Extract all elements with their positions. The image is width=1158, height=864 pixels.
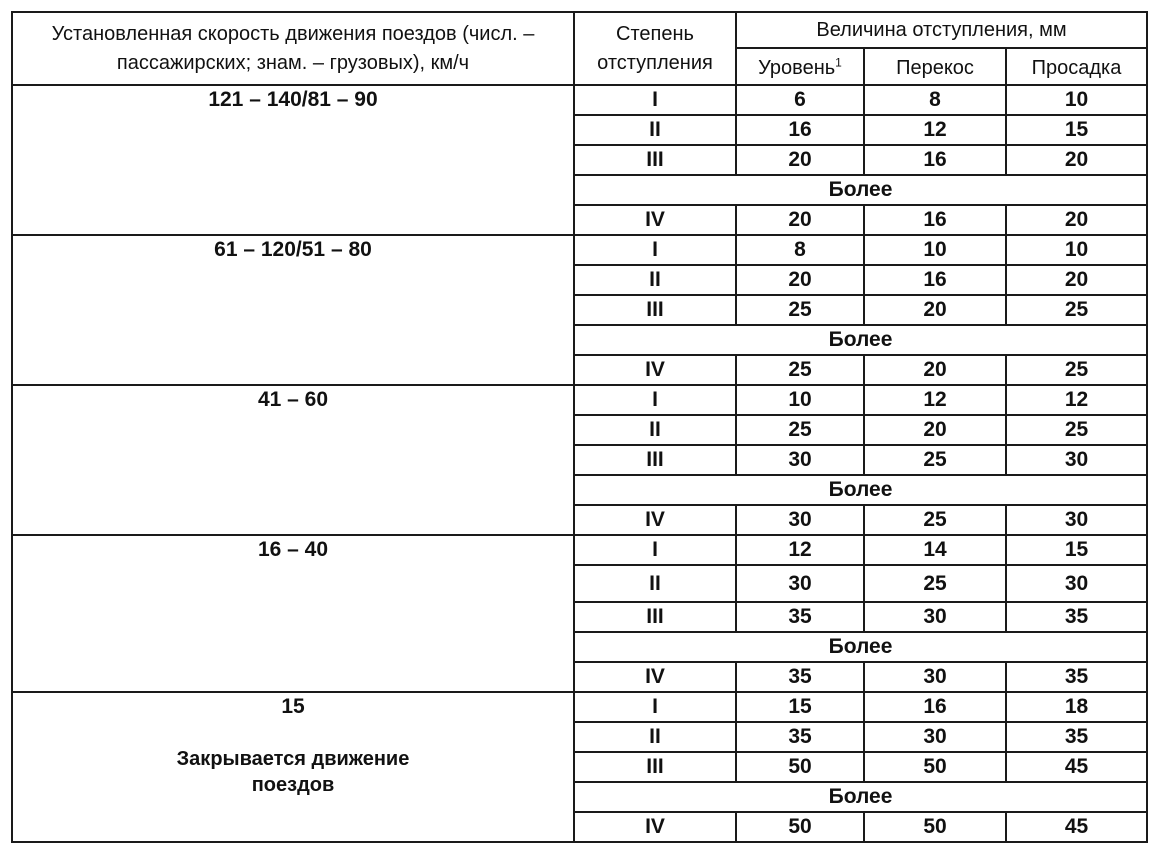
skew-cell: 25: [864, 505, 1006, 535]
speed-value: 16 – 40: [257, 538, 329, 561]
sag-cell: 35: [1006, 662, 1147, 692]
speed-note-line: поездов: [251, 774, 335, 797]
header-degree-line-2: отступления: [597, 51, 713, 74]
degree-cell: IV: [574, 812, 736, 842]
header-speed-line-2: пассажирских; знам. – грузовых), км/ч: [116, 51, 470, 74]
level-cell: 50: [736, 752, 864, 782]
degree-cell: I: [574, 535, 736, 565]
header-degree-line-1: Степень: [616, 23, 694, 46]
skew-cell: 30: [864, 602, 1006, 632]
speed-cell: [12, 692, 574, 842]
level-cell: 6: [736, 85, 864, 115]
level-cell: 15: [736, 692, 864, 722]
header-speed: [12, 12, 574, 85]
skew-cell: 16: [864, 205, 1006, 235]
skew-cell: 50: [864, 812, 1006, 842]
sag-cell: 45: [1006, 752, 1147, 782]
degree-cell: II: [574, 415, 736, 445]
skew-cell: 10: [864, 235, 1006, 265]
speed-value: 15: [281, 695, 305, 718]
degree-cell: III: [574, 752, 736, 782]
skew-cell: 8: [864, 85, 1006, 115]
speed-cell: [12, 235, 574, 385]
sag-cell: 25: [1006, 295, 1147, 325]
degree-cell: I: [574, 692, 736, 722]
track-deviation-table: [11, 11, 1148, 843]
skew-cell: 30: [864, 722, 1006, 752]
sag-cell: 20: [1006, 205, 1147, 235]
table-row: [12, 692, 1147, 722]
level-cell: 30: [736, 445, 864, 475]
table-row: [12, 85, 1147, 115]
degree-cell: III: [574, 445, 736, 475]
degree-cell: I: [574, 235, 736, 265]
table-row: [12, 535, 1147, 565]
sag-cell: 25: [1006, 355, 1147, 385]
sag-cell: 25: [1006, 415, 1147, 445]
speed-value: 61 – 120/51 – 80: [214, 238, 372, 261]
level-cell: 20: [736, 145, 864, 175]
level-cell: 20: [736, 265, 864, 295]
header-skew: Перекос: [864, 48, 1006, 85]
skew-cell: 25: [864, 565, 1006, 602]
more-label: Более: [574, 325, 1147, 355]
sag-cell: 12: [1006, 385, 1147, 415]
header-magnitude: Величина отступления, мм: [736, 12, 1147, 48]
level-cell: 30: [736, 505, 864, 535]
skew-cell: 50: [864, 752, 1006, 782]
level-cell: 25: [736, 415, 864, 445]
degree-cell: III: [574, 602, 736, 632]
header-row-1: [12, 12, 1147, 48]
speed-cell: [12, 535, 574, 692]
skew-cell: 16: [864, 692, 1006, 722]
speed-cell: [12, 85, 574, 235]
level-cell: 16: [736, 115, 864, 145]
skew-cell: 16: [864, 265, 1006, 295]
degree-cell: IV: [574, 662, 736, 692]
level-cell: 10: [736, 385, 864, 415]
degree-cell: II: [574, 115, 736, 145]
degree-cell: IV: [574, 205, 736, 235]
degree-cell: III: [574, 145, 736, 175]
degree-cell: II: [574, 722, 736, 752]
more-label: Более: [574, 175, 1147, 205]
speed-value: 41 – 60: [257, 388, 329, 411]
level-cell: 35: [736, 662, 864, 692]
level-cell: 35: [736, 722, 864, 752]
sag-cell: 30: [1006, 505, 1147, 535]
level-cell: 12: [736, 535, 864, 565]
degree-cell: IV: [574, 355, 736, 385]
speed-note-line: Закрывается движение: [176, 748, 410, 771]
skew-cell: 12: [864, 115, 1006, 145]
level-cell: 30: [736, 565, 864, 602]
level-cell: 25: [736, 295, 864, 325]
skew-cell: 12: [864, 385, 1006, 415]
degree-cell: I: [574, 385, 736, 415]
more-label: Более: [574, 632, 1147, 662]
speed-note: [13, 746, 573, 798]
sag-cell: 15: [1006, 535, 1147, 565]
header-degree: [574, 12, 736, 85]
table-body: [12, 12, 1147, 842]
sag-cell: 18: [1006, 692, 1147, 722]
skew-cell: 20: [864, 415, 1006, 445]
sag-cell: 10: [1006, 85, 1147, 115]
skew-cell: 30: [864, 662, 1006, 692]
level-cell: 50: [736, 812, 864, 842]
sag-cell: 45: [1006, 812, 1147, 842]
degree-cell: III: [574, 295, 736, 325]
degree-cell: II: [574, 265, 736, 295]
speed-value: 121 – 140/81 – 90: [208, 88, 378, 111]
skew-cell: 14: [864, 535, 1006, 565]
sag-cell: 35: [1006, 722, 1147, 752]
header-speed-line-1: Установленная скорость движения поездов (числ. –: [51, 23, 535, 46]
sag-cell: 20: [1006, 265, 1147, 295]
header-level-footnote: 1: [835, 55, 842, 70]
speed-cell: [12, 385, 574, 535]
skew-cell: 25: [864, 445, 1006, 475]
header-level-label: Уровень: [758, 57, 836, 79]
more-label: Более: [574, 475, 1147, 505]
header-level: [736, 48, 864, 85]
degree-cell: I: [574, 85, 736, 115]
sag-cell: 30: [1006, 445, 1147, 475]
degree-cell: IV: [574, 505, 736, 535]
level-cell: 35: [736, 602, 864, 632]
more-label: Более: [574, 782, 1147, 812]
sag-cell: 20: [1006, 145, 1147, 175]
skew-cell: 16: [864, 145, 1006, 175]
table-row: [12, 235, 1147, 265]
level-cell: 25: [736, 355, 864, 385]
sag-cell: 15: [1006, 115, 1147, 145]
degree-cell: II: [574, 565, 736, 602]
header-sag: Просадка: [1006, 48, 1147, 85]
level-cell: 8: [736, 235, 864, 265]
skew-cell: 20: [864, 355, 1006, 385]
skew-cell: 20: [864, 295, 1006, 325]
sag-cell: 10: [1006, 235, 1147, 265]
level-cell: 20: [736, 205, 864, 235]
table-row: [12, 385, 1147, 415]
sag-cell: 35: [1006, 602, 1147, 632]
sag-cell: 30: [1006, 565, 1147, 602]
